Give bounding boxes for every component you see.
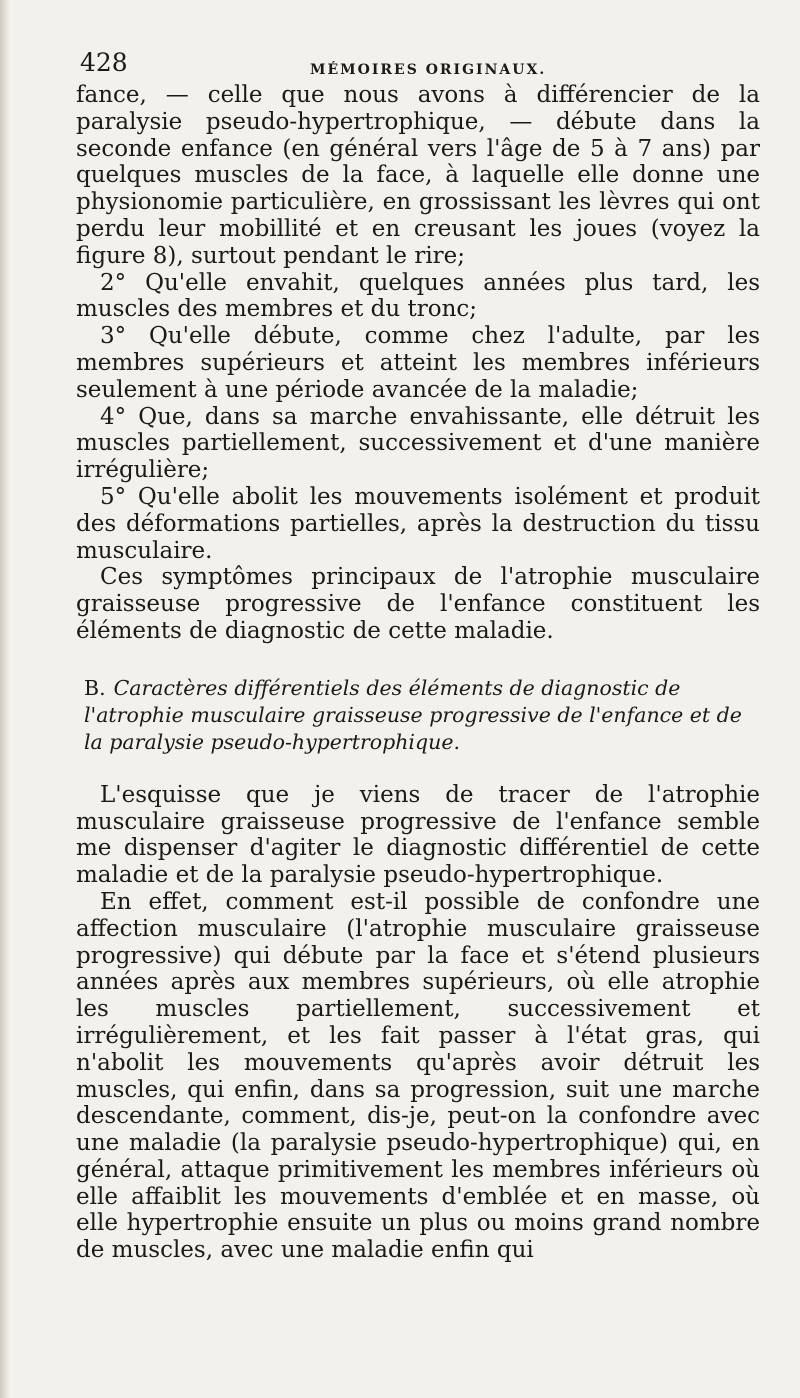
paragraph: 3° Qu'elle débute, comme chez l'adulte, par les membres supérieurs et atteint les membres inférieurs seulement à une période avancée de la maladie; [76, 323, 760, 403]
body-text [76, 82, 760, 1264]
paragraph: Ces symptômes principaux de l'atrophie musculaire graisseuse progressive de l'enfance constituent les éléments de diagnostic de cette maladie. [76, 564, 760, 644]
section-heading [84, 675, 760, 756]
paragraph: En effet, comment est-il possible de confondre une affection musculaire (l'atrophie musculaire graisseuse progressive) qui débute par la face et s'étend plusieurs années après aux membres supérieurs, où elle atrophie les muscles partiellement, successivement et irrégulièrement, et les fait passer à l'état gras, qui n'abolit les mouvements qu'après avoir détruit les muscles, qui enfin, dans sa progression, suit une marche descendante, comment, dis-je, peut-on la confondre avec une maladie (la paralysie pseudo-hypertrophique) qui, en général, attaque primitivement les membres inférieurs où elle affaiblit les mouvements d'emblée et en masse, où elle hypertrophie ensuite un plus ou moins grand nombre de muscles, avec une maladie enfin qui [76, 888, 760, 1264]
paragraph: 4° Que, dans sa marche envahissante, elle détruit les muscles partiellement, successivement et d'une manière irrégulière; [76, 403, 760, 484]
page-number: 428 [80, 48, 128, 77]
paragraph: 5° Qu'elle abolit les mouvements isolément et produit des déformations partielles, après la destruction du tissu musculaire. [76, 483, 760, 564]
page-header [76, 42, 760, 82]
paragraph: L'esquisse que je viens de tracer de l'atrophie musculaire graisseuse progressive de l'enfance semble me dispenser d'agiter le diagnostic différentiel de cette maladie et de la paralysie pseudo-hypertrophique. [76, 781, 760, 889]
paragraph: fance, — celle que nous avons à différencier de la paralysie pseudo-hypertrophique, — débute dans la seconde enfance (en général vers l'âge de 5 à 7 ans) par quelques muscles de la face, à laquelle elle donne une physionomie particulière, en grossissant les lèvres qui ont perdu leur mobillité et en creusant les joues (voyez la figure 8), surtout pendant le rire; [76, 82, 760, 269]
paragraph: 2° Qu'elle envahit, quelques années plus tard, les muscles des membres et du tronc; [76, 269, 760, 323]
section-letter: B. [84, 675, 106, 700]
running-head: MÉMOIRES ORIGINAUX. [310, 62, 547, 78]
section-title: Caractères différentiels des éléments de diagnostic de l'atrophie musculaire graisseuse progressive de l'enfance et de la paralysie pseudo-hypertrophique. [84, 675, 742, 754]
